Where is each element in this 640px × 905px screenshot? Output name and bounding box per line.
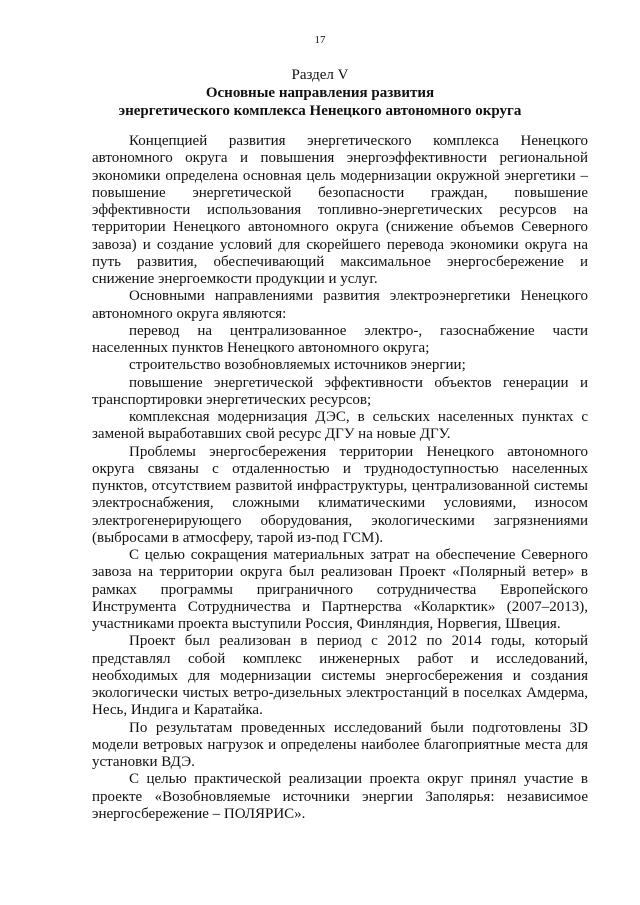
list-item-efficiency: повышение энергетической эффективности объектов генерации и транспортировки энергетических ресурсов; (92, 374, 588, 408)
paragraph-research-results: По результатам проведенных исследований были подготовлены 3D модели ветровых нагрузок и определены наиболее благоприятные места для установки ВДЭ. (92, 719, 588, 770)
section-heading (0, 66, 640, 120)
list-item-renewables: строительство возобновляемых источников энергии; (129, 357, 466, 374)
page-number: 17 (314, 34, 326, 46)
body-text (92, 133, 588, 823)
paragraph-problems: Проблемы энергосбережения территории Ненецкого автономного округа связаны с отдаленностью и труднодоступностью населенных пунктов, отсутствием развитой инфраструктуры, централизованной системы электроснабжения, сложными климатическими условиями, износом электрогенерирующего оборудования, экологическими загрязнениями (выбросами в атмосферу, тарой из-под ГСМ). (92, 443, 588, 546)
paragraph-project-period: Проект был реализован в период с 2012 по 2014 годы, который представлял собой комплекс инженерных работ и исследований, необходимых для модернизации системы энергосбережения и создания экологически чистых ветро-дизельных электростанций в поселках Амдерма, Несь, Индига и Каратайка. (92, 633, 588, 719)
paragraph-directions-intro: Основными направлениями развития электроэнергетики Ненецкого автономного округа являются: (92, 288, 588, 322)
section-label: Раздел V (291, 67, 349, 83)
section-title-line-2: энергетического комплекса Ненецкого автономного округа (118, 103, 522, 119)
paragraph-polar-wind-project: С целью сокращения материальных затрат на обеспечение Северного завоза на территории округа был реализован Проект «Полярный ветер» в рамках программы приграничного сотрудничества Европейского Инструмента Сотрудничества и Партнерства «Коларктик» (2007–2013), участниками проекта выступили Россия, Финляндия, Норвегия, Швеция. (92, 547, 588, 632)
paragraph-concept: Концепцией развития энергетического комплекса Ненецкого автономного округа и повышения энергоэффективности региональной экономики определена основная цель модернизации окружной энергетики – повышение энергетической безопасности граждан, повышение эффективности использования топливно-энергетических ресурсов на территории Ненецкого автономного округа (снижение объемов Северного завоза) и создание условий для скорейшего перевода экономики округа на путь развития, обеспечивающий максимальное энергосбережение и снижение энергоемкости продукции и услуг. (92, 133, 588, 287)
section-title-line-1: Основные направления развития (205, 85, 435, 101)
paragraph-polaris: С целью практической реализации проекта округ принял участие в проекте «Возобновляемые источники энергии Заполярья: независимое энергосбережение – ПОЛЯРИС». (92, 771, 588, 822)
list-item-centralized-supply: перевод на централизованное электро-, газоснабжение части населенных пунктов Ненецкого автономного округа; (92, 322, 588, 356)
list-item-des-modernization: комплексная модернизация ДЭС, в сельских населенных пунктах с заменой выработавших свой ресурс ДГУ на новые ДГУ. (92, 409, 588, 443)
